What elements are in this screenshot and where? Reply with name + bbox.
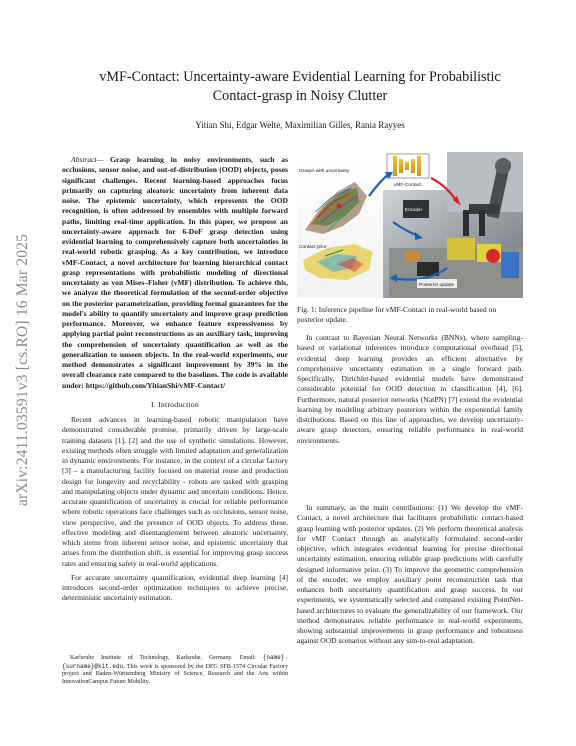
title-line-2: Contact-grasp in Noisy Clutter bbox=[212, 88, 388, 104]
abstract bbox=[62, 155, 288, 391]
arxiv-stamp bbox=[12, 200, 34, 540]
label-model: vMF-Contact bbox=[394, 183, 422, 188]
title-line-1: vMF-Contact: Uncertainty-aware Evidential Learning for Probabilistic bbox=[99, 69, 501, 85]
label-grasps: Grasps with uncertainty bbox=[299, 169, 350, 174]
left-column bbox=[62, 155, 288, 604]
model-diagram bbox=[387, 154, 429, 188]
intro-paragraph-2: For accurate uncertainty quantification, evidential deep learning [4] introduces second-order optimization techniques to achieve precise, deterministic uncertainty estimation. bbox=[62, 572, 288, 603]
figure-1 bbox=[297, 152, 523, 298]
paper-title bbox=[60, 68, 540, 106]
label-contact-prior: Contact prior bbox=[299, 245, 327, 250]
section-heading-introduction: I. Introduction bbox=[150, 399, 200, 409]
abstract-label: Abstract— bbox=[71, 155, 104, 164]
label-encoder: Encoder bbox=[405, 207, 423, 212]
figure-1-illustration bbox=[297, 152, 523, 298]
arxiv-id: arXiv:2411.03591v3 [cs.RO] 16 Mar 2025 bbox=[14, 233, 31, 507]
footnote bbox=[62, 654, 288, 686]
figure-caption: Fig. 1: Inference pipeline for vMF-Contact in real-world based on posterior update. bbox=[297, 305, 497, 325]
abstract-text: Grasp learning in noisy environments, such as occlusions, sensor noise, and out-of-distribution (OOD) objects, poses significant challenges. Recent learning-based approaches focus primarily on capturing aleatoric uncertainty from inherent data noise. The epistemic uncertainty, which represents the OOD recognition, is often addressed by ensembles with multiple forward paths, limiting real-time application. In this paper, we propose an uncertainty-aware approach for 6-DoF grasp detection using evidential learning to comprehensively capture both uncertainties in real-world robotic grasping. As a key contribution, we introduce vMF-Contact, a novel architecture for learning hierarchical contact grasp representations with probabilistic modeling of directional uncertainty as von Mises–Fisher (vMF) distribution. To achieve this, we analyze the theoretical formulation of the second-order objective on the posterior parametrization, providing formal guarantees for the model's ability to quantify uncertainty and improve grasp prediction performance. Moreover, we enhance feature expressiveness by applying partial point reconstructions as an auxiliary task, improving the comprehension of uncertainty quantification as well as the generalization to unseen objects. In the real-world experiments, our method demonstrates a significant improvement by 39% in the overall clearance rate compared to the baselines. The code is available under: https://github.com/YitianShi/vMF-Contact/ bbox=[62, 155, 288, 390]
footnote-affiliation: Karlsruhe Institute of Technology, Karlsruhe, Germany. Email: bbox=[70, 655, 256, 661]
label-posterior: Posterior update bbox=[419, 283, 455, 288]
right-paragraph-2: In summary, as the main contributions: (1) We develop the vMF-Contact, a novel architecture that facilitates probabilistic contact-based grasp learning with posterior updates. (2) We perform theoretical analysis for vMF Contact through an analytically formulated second-order objective, which integrates evidential learning for precise directional uncertainty estimation, ensuring reliable grasp predictions with carefully designed informative prior. (3) To improve the geometric comprehension of the encoder, we employ auxiliary point reconstruction task that enhances both uncertainty quantification and grasp success. In our experiments, we systematically selected and compared existing PointNet-based architectures to evaluate the generalizability of our framework. Our method demonstrates reliable performance in real-world experiments, showing substantial improvements in grasp performance and robustness against OOD scenarios without any sim-to-real adaptation. bbox=[297, 503, 523, 646]
right-paragraph-1: In contrast to Bayesian Neural Networks (BNNs), where sampling-based or variational inferences introduce computational overhead [5], evidential deep learning provides an efficient alternative by comprehensive uncertainty estimation in a single forward path. Specifically, Dirichlet-based evidential models have demonstrated considerable potential for OOD detection in classification [4], [6]. Furthermore, natural posterior networks (NatPN) [7] extend the evidential learning by modeling arbitrary posteriors within the exponential family distributions. Based on this line of approaches, we develop uncertainty-aware grasp detectors, ensuring reliable performance in real-world environments. bbox=[297, 333, 523, 445]
footnote-email[interactable]: {name}.{surname}@kit.edu bbox=[62, 654, 288, 670]
footnote-funding: . This work is sponsored by the DFG SFB-1574 Circular Factory project and Baden-Württemberg Ministry of Science, Research and the Arts within InnovationCampus Future Mobility. bbox=[62, 663, 288, 685]
intro-paragraph-1: Recent advances in learning-based robotic manipulation have demonstrated considerable promise, primarily driven by large-scale training datasets [1], [2] and the use of synthetic simulations. However, existing methods often struggle with limited adaptation and generalization in dynamic environments. For instance, in the context of a circular factory [3] – a manufacturing facility focused on material reuse and production design for longevity and recyclability - robots are tasked with grasping and manipulating objects under dynamic and uncertain conditions. Hence, accurate quantification of uncertainty is crucial for reliable performance where robotic operations face challenges such as occlusions, sensor noise, view perspective, and the presence of OOD objects. To address these, effective modeling and disentanglement between aleatoric uncertainty, which stems from inherent sensor noise, and epistemic uncertainty that arises from the distribution shift, is essential for improving grasp success rates and ensuring safety in real-world applications. bbox=[62, 415, 288, 568]
author-list: Yitian Shi, Edgar Welte, Maximilian Gilles, Rania Rayyes bbox=[195, 120, 405, 130]
